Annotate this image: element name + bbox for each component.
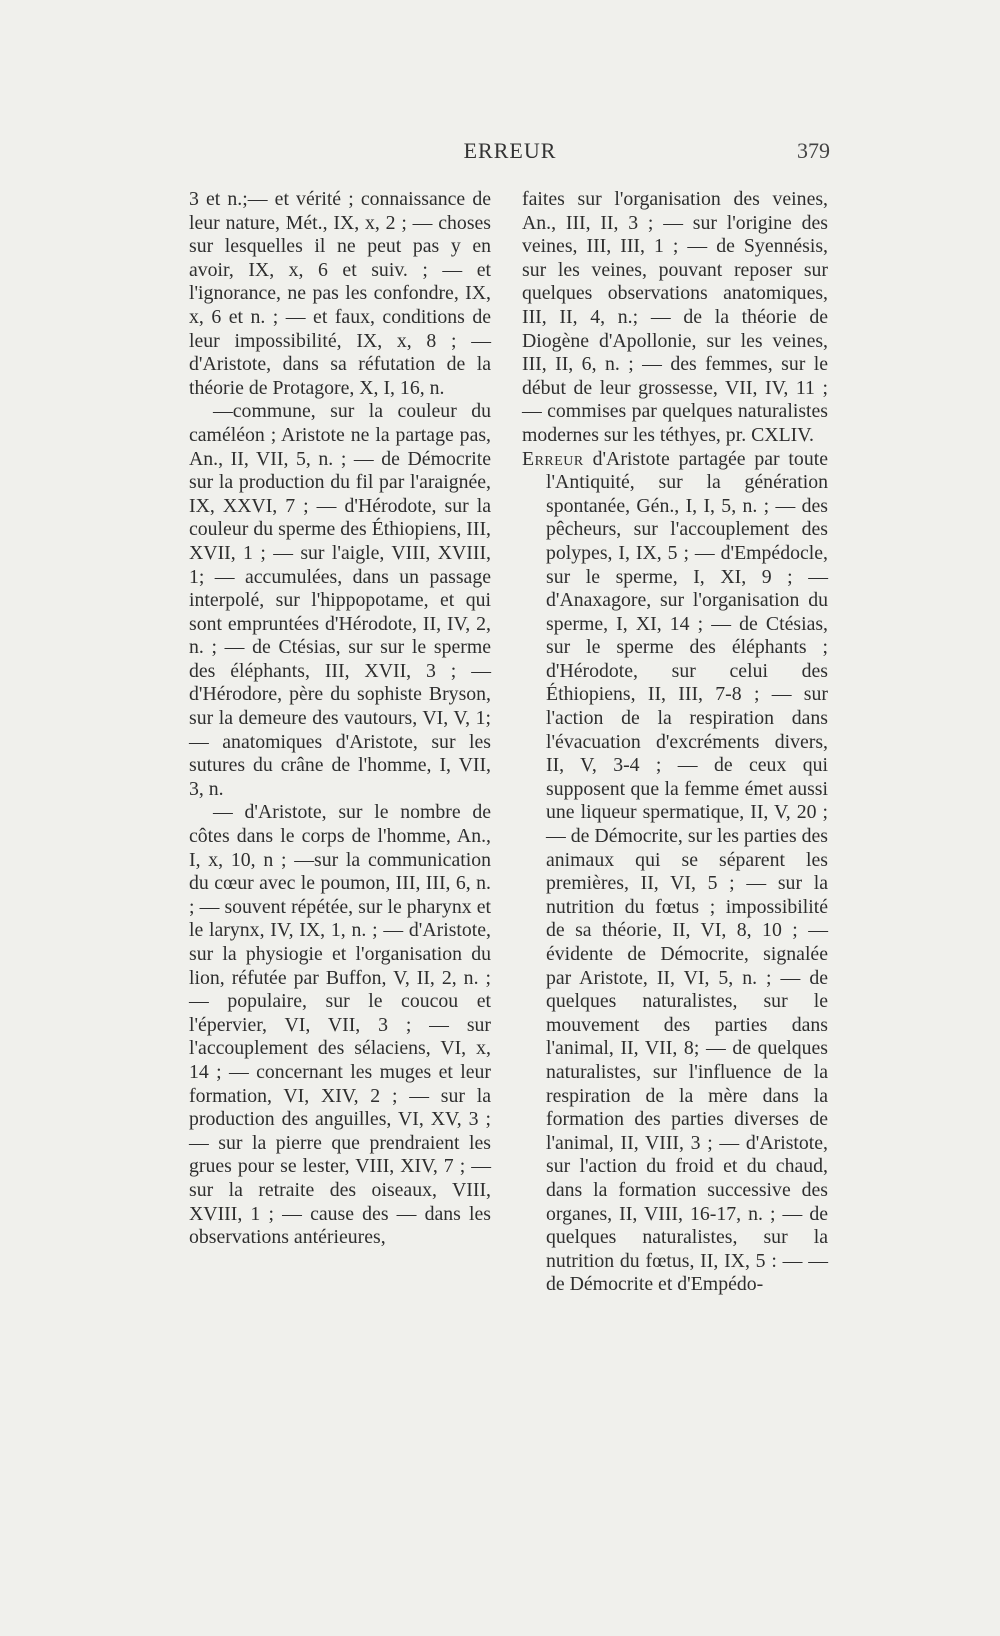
page-header [190, 138, 830, 168]
page-number: 379 [797, 138, 830, 163]
right-entry-erreur [522, 448, 828, 1297]
left-paragraph-3: — d'Aristote, sur le nombre de côtes dans le corps de l'homme, An., I, x, 10, n ; —sur la communication du cœur avec le poumon, III, III, 6, n. ; — souvent répétée, sur le pharynx et le larynx, IV, IX, 1, n. ; — d'Aristote, sur la physiogie et l'organisation du lion, réfutée par Buffon, V, II, 2, n. ; — populaire, sur le coucou et l'épervier, VI, VII, 3 ; — sur l'accouplement des sélaciens, VI, x, 14 ; — concernant les muges et leur formation, VI, XIV, 2 ; — sur la production des anguilles, VI, XV, 3 ; — sur la pierre que prendraient les grues pour se lester, VIII, XIV, 7 ; — sur la retraite des oiseaux, VIII, XVIII, 1 ; — cause des — dans les observations antérieures, [189, 801, 491, 1249]
left-paragraph-1: 3 et n.;— et vérité ; connaissance de leur nature, Mét., IX, x, 2 ; — choses sur lesquelles il ne peut pas y en avoir, IX, x, 6 et suiv. ; — et l'ignorance, ne pas les confondre, IX, x, 6 et n. ; — et faux, conditions de leur impossibilité, IX, x, 8 ; — d'Aristote, dans sa réfutation de la théorie de Protagore, X, I, 16, n. [189, 188, 491, 399]
right-column [522, 188, 828, 1297]
entry-head-word: Erreur [522, 447, 584, 470]
left-paragraph-2: —commune, sur la couleur du caméléon ; Aristote ne la partage pas, An., II, VII, 5, n. ; — de Démocrite sur la production du fil par l'araignée, IX, XXVI, 7 ; — d'Hérodote, sur la couleur du sperme des Éthiopiens, III, XVII, 1 ; — sur l'aigle, VIII, XVIII, 1; — accumulées, dans un passage interpolé, sur l'hippopotame, et qui sont empruntées d'Hérodote, II, IV, 2, n. ; — de Ctésias, sur sur le sperme des éléphants, III, XVII, 3 ; — d'Hérodore, père du sophiste Bryson, sur la demeure des vautours, VI, V, 1; — anatomiques d'Aristote, sur les sutures du crâne de l'homme, I, VII, 3, n. [189, 400, 491, 800]
right-paragraph-2: d'Aristote partagée par toute l'Antiquité, sur la génération spontanée, Gén., I, I, 5, n. ; — des pêcheurs, sur l'accouplement des polypes, I, IX, 5 ; — d'Empédocle, sur le sperme, I, XI, 9 ; — d'Anaxagore, sur l'organisation du sperme, I, XI, 14 ; — de Ctésias, sur le sperme des éléphants ; d'Hérodote, sur celui des Éthiopiens, II, III, 7-8 ; — sur l'action de la respiration dans l'évacuation d'excréments divers, II, V, 3-4 ; — de ceux qui supposent que la femme émet aussi une liqueur spermatique, II, V, 20 ; — de Démocrite, sur les parties des animaux qui se séparent les premières, II, VI, 5 ; — sur la nutrition du fœtus ; impossibilité de sa théorie, II, VI, 8, 10 ; — évidente de Démocrite, signalée par Aristote, II, VI, 5, n. ; — de quelques naturalistes, sur le mouvement des parties dans l'animal, II, VII, 8; — de quelques naturalistes, sur l'influence de la respiration de la mère dans la formation des parties diverses de l'animal, II, VIII, 3 ; — d'Aristote, sur l'action du froid et du chaud, dans la formation successive des organes, II, VIII, 16-17, n. ; — de quelques naturalistes, sur la nutrition du fœtus, II, IX, 5 : — — de Démocrite et d'Empédo- [546, 447, 828, 1296]
left-column [189, 188, 491, 1250]
right-paragraph-1: faites sur l'organisation des veines, An., III, II, 3 ; — sur l'origine des veines, III, III, 1 ; — de Syennésis, sur les veines, pouvant reposer sur quelques observations anatomiques, III, II, 4, n.; — de la théorie de Diogène d'Apollonie, sur les veines, III, II, 6, n. ; — des femmes, sur le début de leur grossesse, VII, IV, 11 ; — commises par quelques naturalistes modernes sur les téthyes, pr. CXLIV. [522, 188, 828, 446]
running-head: ERREUR [463, 138, 557, 163]
